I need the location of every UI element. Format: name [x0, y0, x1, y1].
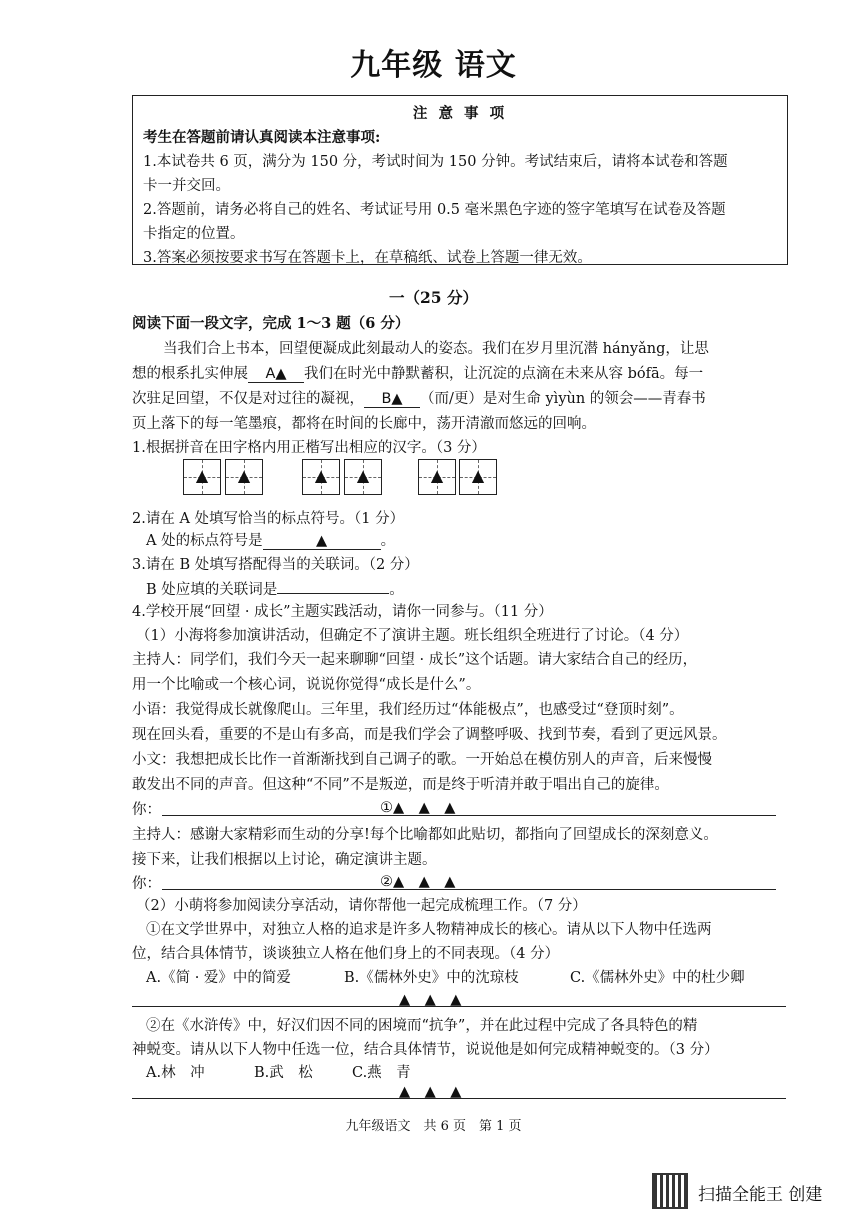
you-label: 你：	[132, 802, 161, 818]
option: B.《儒林外史》中的沈琼枝	[344, 970, 519, 986]
triangle-icon: ▲	[430, 466, 444, 485]
triangle-icon: ▲	[314, 466, 328, 485]
section-heading: 一（25 分）	[389, 288, 478, 307]
dialogue-line: 主持人：同学们，我们今天一起来聊聊“回望 · 成长”这个话题。请大家结合自己的经历，	[132, 652, 698, 668]
notice-item: 3.答案必须按要求书写在答题卡上，在草稿纸、试卷上答题一律无效。	[143, 250, 592, 266]
answer-label: B 处应填的关联词是	[146, 582, 278, 598]
grid-cell	[459, 459, 497, 495]
option: A.《简 · 爱》中的简爱	[146, 970, 291, 986]
question-4-2: （2）小萌将参加阅读分享活动，请你帮他一起完成梳理工作。（7 分）	[136, 898, 587, 914]
notice-item: 2.答题前，请务必将自己的姓名、考试证号用 0.5 毫米黑色字迹的签字笔填写在试卷及答题	[143, 202, 726, 218]
dialogue-line: 小语：我觉得成长就像爬山。三年里，我们经历过“体能极点”，也感受过“登顶时刻”。	[132, 702, 684, 718]
you-label: 你：	[132, 876, 161, 892]
blank-b: B▲	[364, 391, 420, 408]
reading-instruction: 阅读下面一段文字，完成 1～3 题（6 分）	[132, 315, 410, 332]
answer-rule	[162, 889, 776, 890]
dialogue-line: 用一个比喻或一个核心词，说说你觉得“成长是什么”。	[132, 677, 481, 693]
question-4-2b: 神蜕变。请从以下人物中任选一位，结合具体情节，说说他是如何完成精神蜕变的。（3 分）	[132, 1042, 719, 1058]
notice-item: 卡指定的位置。	[143, 226, 245, 242]
page-footer: 九年级语文 共 6 页 第 1 页	[345, 1119, 522, 1134]
option: C.《儒林外史》中的杜少卿	[570, 970, 745, 986]
answer-blank: ▲	[263, 533, 381, 550]
option: B.武 松	[254, 1065, 313, 1081]
triangle-icon: ▲	[356, 466, 370, 485]
notice-item: 卡一并交回。	[143, 178, 230, 194]
notice-heading: 注 意 事 项	[412, 105, 508, 122]
passage-text: （而/更）是对生命 yìyùn 的领会——青春书	[420, 391, 706, 407]
triangle-icon: ▲	[195, 466, 209, 485]
host-line: 主持人：感谢大家精彩而生动的分享!每个比喻都如此贴切，都指向了回望成长的深刻意义。	[132, 827, 718, 843]
notice-subheading: 考生在答题前请认真阅读本注意事项:	[143, 129, 381, 146]
dialogue-line: 小文：我想把成长比作一首渐渐找到自己调子的歌。一开始总在模仿别人的声音，后来慢慢	[132, 752, 712, 768]
triangle-icon: ▲	[237, 466, 251, 485]
answer-line-2: A 处的标点符号是 ▲ 。	[146, 533, 396, 549]
passage-text: 想的根系扎实伸展	[132, 366, 248, 382]
triangle-icon: ▲	[471, 466, 485, 485]
grid-cell	[302, 459, 340, 495]
scanner-watermark: 扫描全能王 创建	[698, 1185, 823, 1205]
notice-box	[132, 95, 788, 265]
question-4-2a: ①在文学世界中，对独立人格的追求是许多人物精神成长的核心。请从以下人物中任选两	[146, 922, 712, 938]
answer-mark-1: ①▲ ▲ ▲	[380, 800, 456, 816]
question-4-1: （1）小海将参加演讲活动，但确定不了演讲主题。班长组织全班进行了讨论。（4 分）	[136, 628, 689, 644]
answer-rule	[132, 1098, 786, 1099]
grid-cell	[225, 459, 263, 495]
answer-rule	[162, 815, 776, 816]
passage-line	[132, 387, 706, 408]
page-title: 九年级 语文	[350, 48, 517, 83]
grid-cell	[344, 459, 382, 495]
blank-a: A▲	[248, 366, 304, 383]
option: C.燕 青	[352, 1065, 411, 1081]
passage-text: 我们在时光中静默蓄积，让沉淀的点滴在未来从容 bófā。每一	[304, 366, 704, 382]
answer-line-3: B 处应填的关联词是 。	[146, 577, 404, 599]
answer-rule	[132, 1006, 786, 1007]
host-line: 接下来，让我们根据以上讨论，确定演讲主题。	[132, 852, 437, 868]
grid-cell	[418, 459, 456, 495]
passage-text: 次驻足回望，不仅是对过往的凝视，	[132, 391, 364, 407]
question-4: 4.学校开展“回望 · 成长”主题实践活动，请你一同参与。（11 分）	[132, 604, 553, 620]
answer-mark-3: ▲ ▲ ▲	[399, 992, 462, 1008]
question-3: 3.请在 B 处填写搭配得当的关联词。（2 分）	[132, 557, 419, 573]
qr-code-icon	[652, 1173, 688, 1209]
question-1: 1.根据拼音在田字格内用正楷写出相应的汉字。（3 分）	[132, 440, 486, 456]
passage-line	[132, 362, 703, 383]
answer-mark-2: ②▲ ▲ ▲	[380, 874, 456, 890]
grid-cell	[183, 459, 221, 495]
answer-label: A 处的标点符号是	[146, 533, 263, 549]
dialogue-line: 现在回头看，重要的不是山有多高，而是我们学会了调整呼吸、找到节奏，看到了更远风景。	[132, 727, 727, 743]
option: A.林 冲	[146, 1065, 205, 1081]
answer-mark-4: ▲ ▲ ▲	[399, 1084, 462, 1100]
passage-line: 当我们合上书本，回望便凝成此刻最动人的姿态。我们在岁月里沉潜 hányǎng，让思	[163, 341, 709, 357]
question-4-2a: 位，结合具体情节，谈谈独立人格在他们身上的不同表现。（4 分）	[132, 946, 560, 962]
question-2: 2.请在 A 处填写恰当的标点符号。（1 分）	[132, 511, 405, 527]
question-4-2b: ②在《水浒传》中，好汉们因不同的困境而“抗争”，并在此过程中完成了各具特色的精	[146, 1018, 698, 1034]
notice-item: 1.本试卷共 6 页，满分为 150 分，考试时间为 150 分钟。考试结束后，请将本试卷和答题	[143, 154, 728, 170]
answer-blank	[277, 577, 389, 594]
passage-line: 页上落下的每一笔墨痕，都将在时间的长廊中，荡开清澈而悠远的回响。	[132, 416, 596, 432]
dialogue-line: 敢发出不同的声音。但这种“不同”不是叛逆，而是终于听清并敢于唱出自己的旋律。	[132, 777, 669, 793]
